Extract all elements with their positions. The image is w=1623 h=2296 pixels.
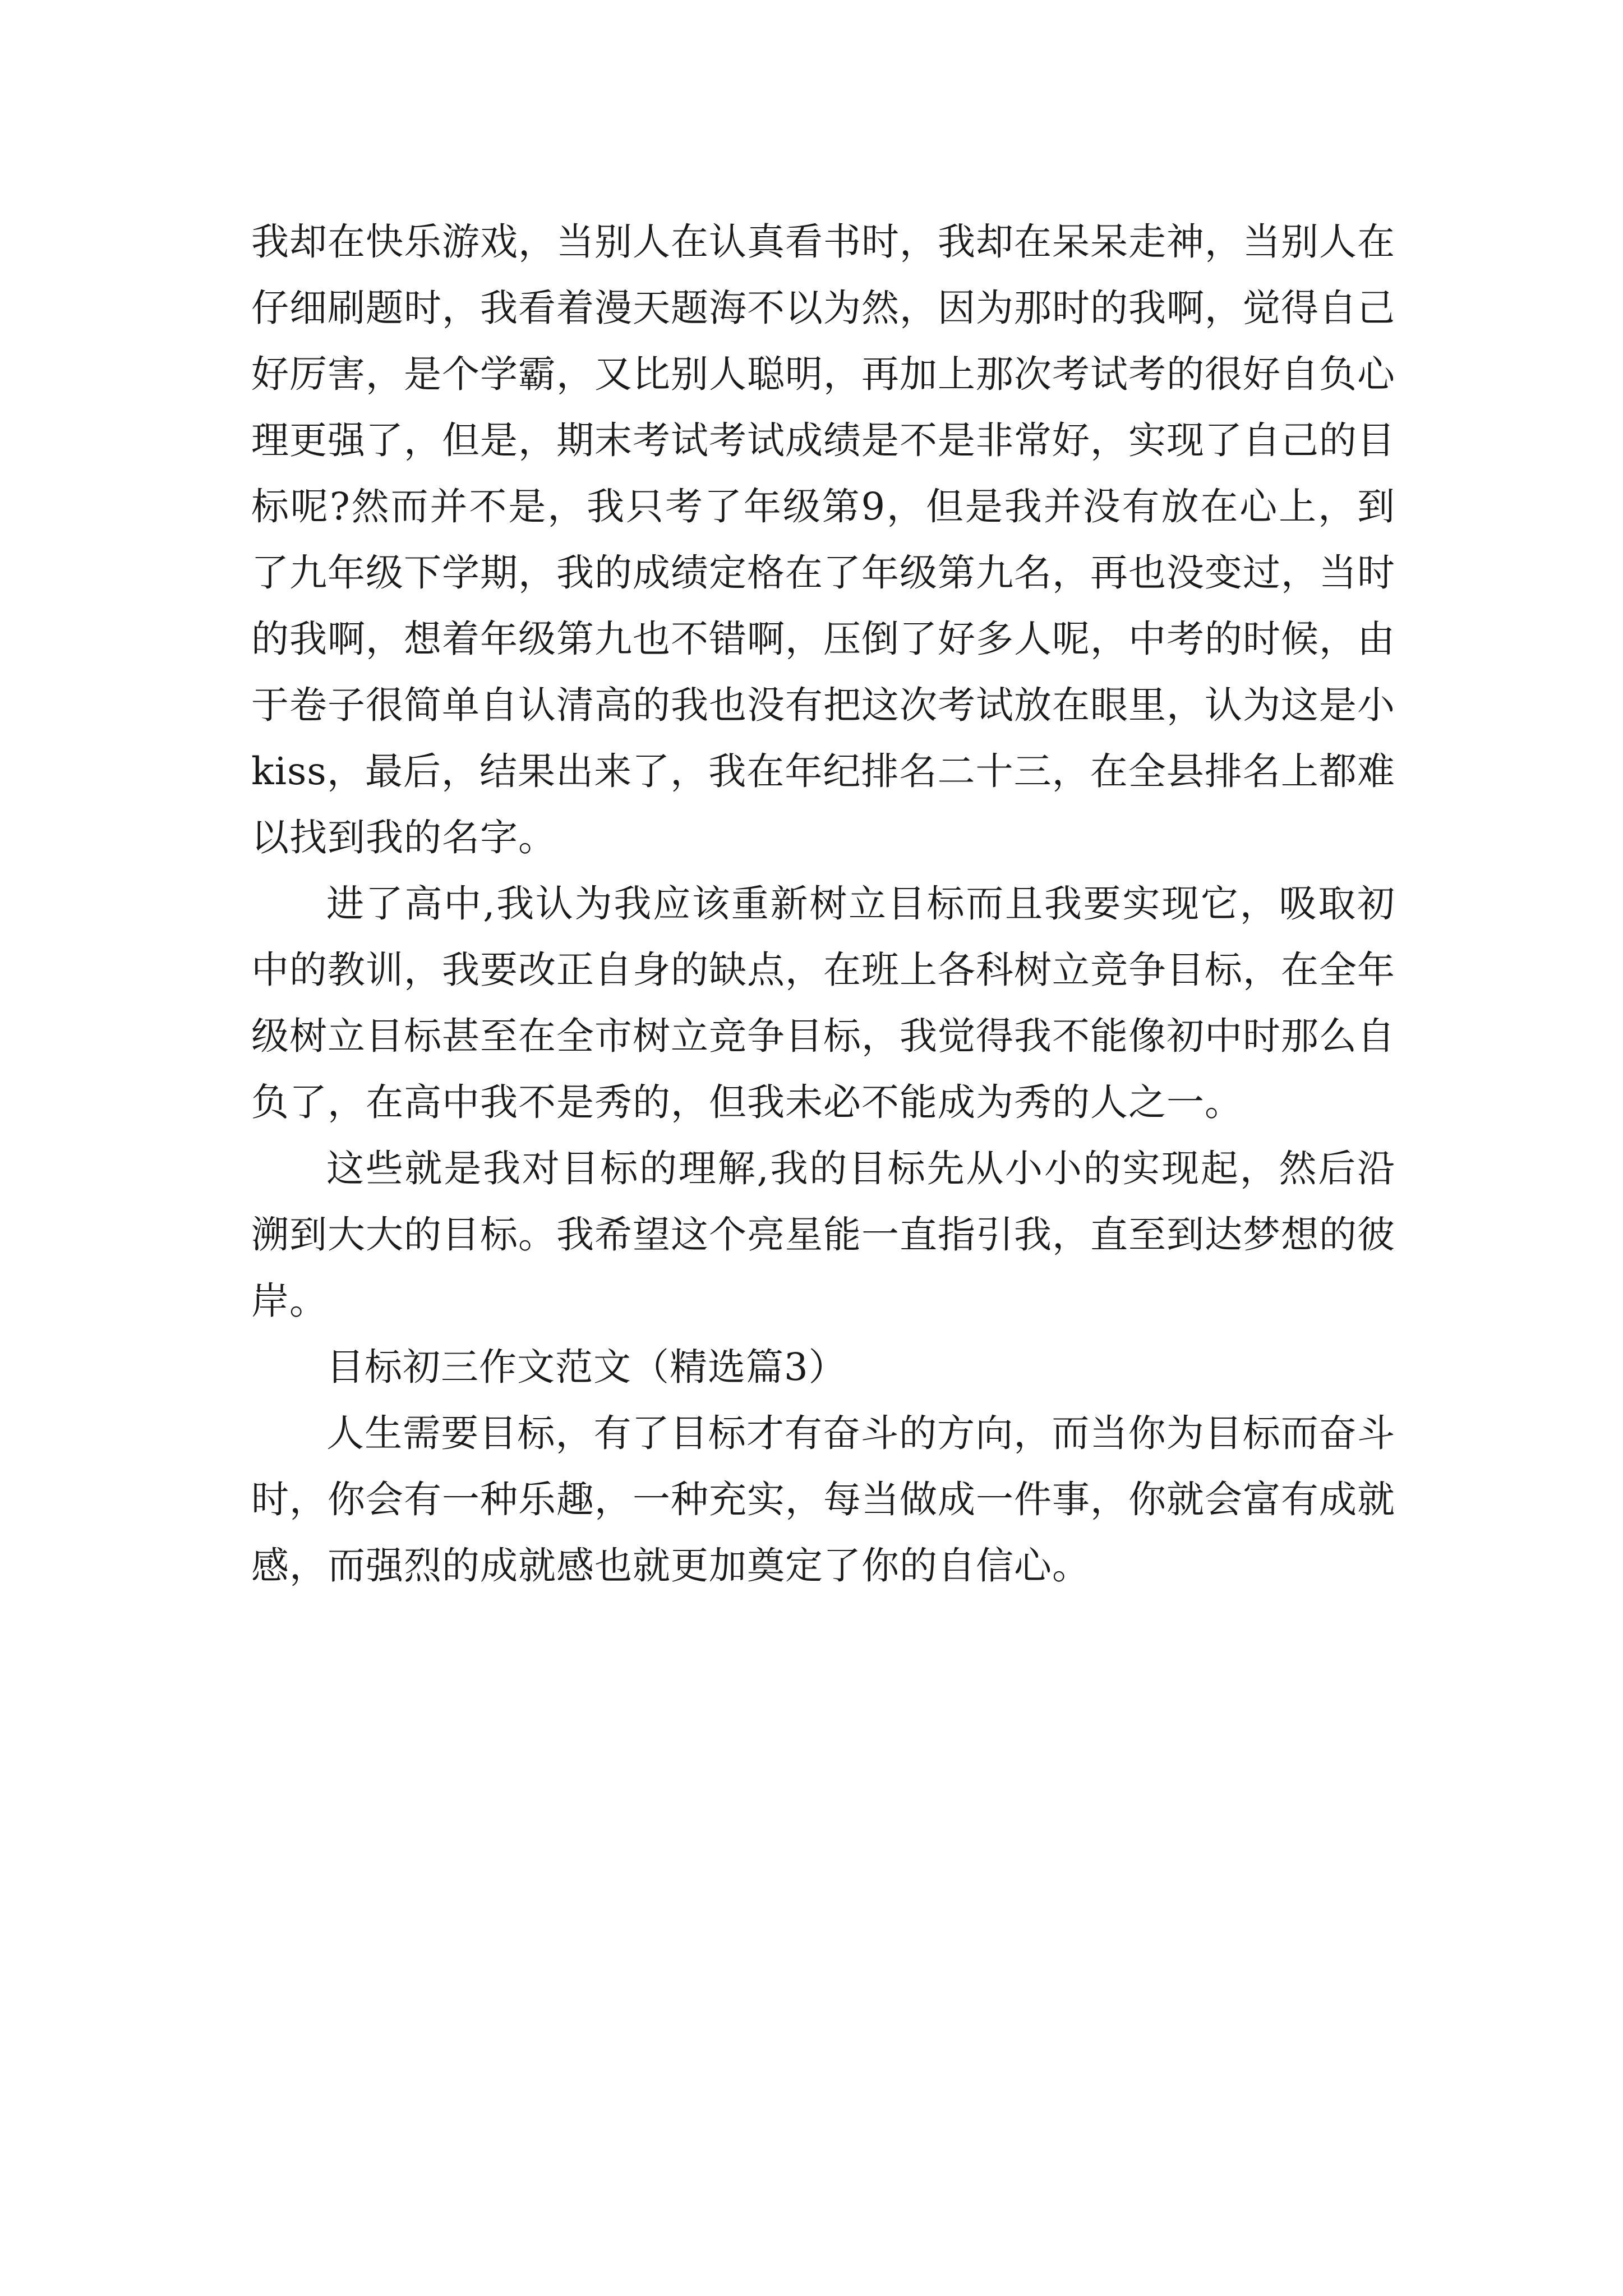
document-body (251, 209, 1395, 1599)
body-paragraph: 我却在快乐游戏，当别人在认真看书时，我却在呆呆走神，当别人在仔细刷题时，我看着漫天题海不以为然，因为那时的我啊，觉得自己好厉害，是个学霸，又比别人聪明，再加上那次考试考的很好自负心理更强了，但是，期末考试考试成绩是不是非常好，实现了自己的目标呢?然而并不是，我只考了年级第9，但是我并没有放在心上，到了九年级下学期，我的成绩定格在了年级第九名，再也没变过，当时的我啊，想着年级第九也不错啊，压倒了好多人呢，中考的时候，由于卷子很简单自认清高的我也没有把这次考试放在眼里，认为这是小kiss，最后，结果出来了，我在年纪排名二十三，在全县排名上都难以找到我的名字。 (251, 220, 1395, 859)
body-paragraph: 这些就是我对目标的理解,我的目标先从小小的实现起，然后沿溯到大大的目标。我希望这个亮星能一直指引我，直至到达梦想的彼岸。 (251, 1147, 1395, 1323)
body-paragraph: 人生需要目标，有了目标才有奋斗的方向，而当你为目标而奋斗时，你会有一种乐趣，一种充实，每当做成一件事，你就会富有成就感，而强烈的成就感也就更加奠定了你的自信心。 (251, 1411, 1395, 1588)
section-heading: 目标初三作文范文（精选篇3） (326, 1345, 847, 1389)
body-paragraph: 进了高中,我认为我应该重新树立目标而且我要实现它，吸取初中的教训，我要改正自身的缺点，在班上各科树立竞争目标，在全年级树立目标甚至在全市树立竞争目标，我觉得我不能像初中时那么自负了，在高中我不是秀的，但我未必不能成为秀的人之一。 (251, 882, 1395, 1124)
